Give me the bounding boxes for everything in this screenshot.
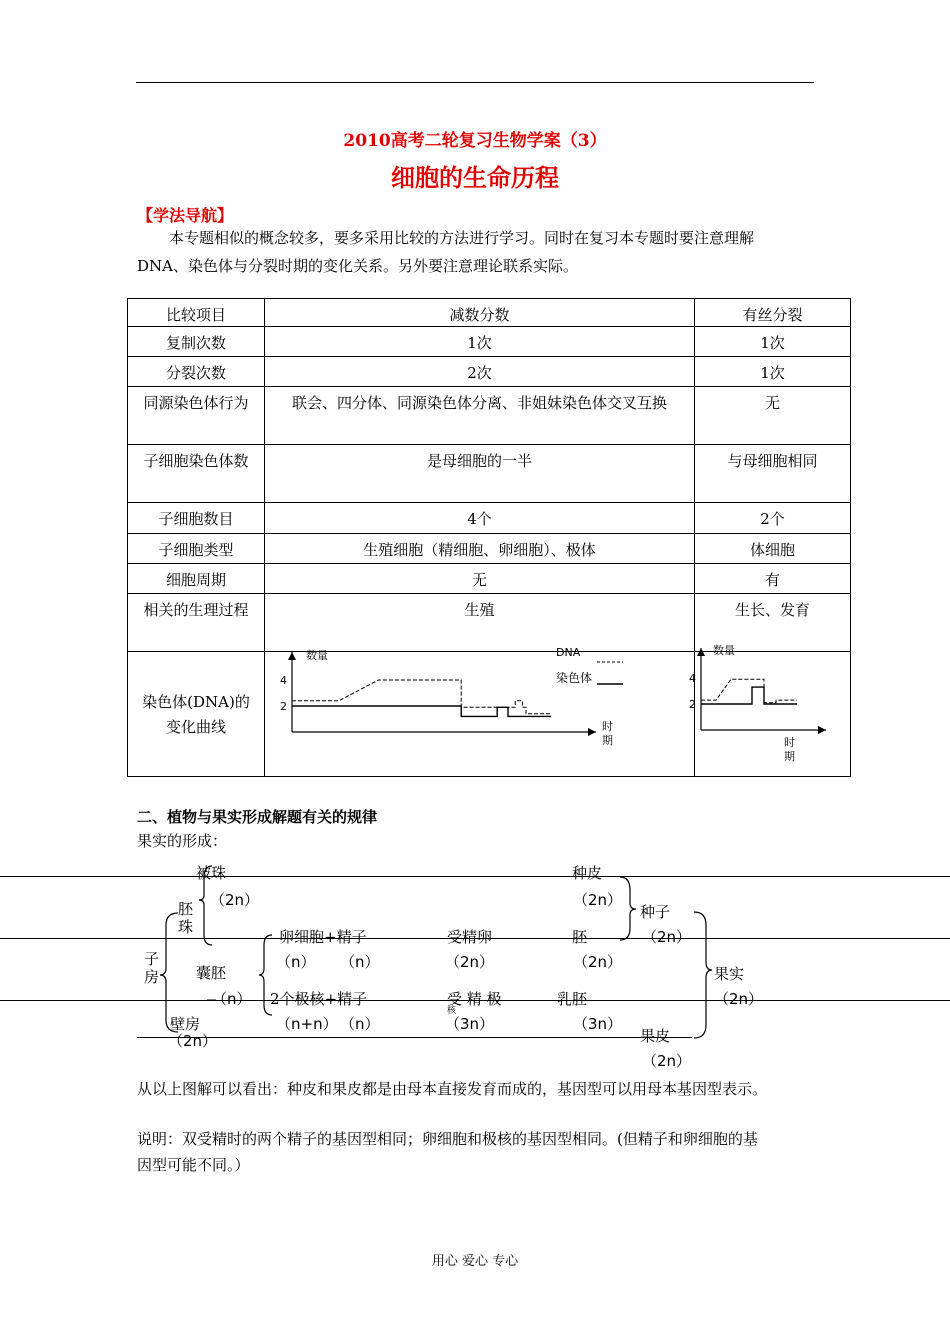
label-zygote-ploidy: （2n） xyxy=(445,953,495,971)
doc-subtitle: 细胞的生命历程 xyxy=(391,163,559,192)
comparison-table xyxy=(127,298,851,777)
y-axis-label: 数量 xyxy=(712,644,735,657)
label-peizhu: 胚 珠 xyxy=(178,900,194,936)
legend-label-dna: DNA xyxy=(555,646,580,659)
table-cell: 生殖 xyxy=(265,594,695,652)
label-polar-ploidy: （n+n） xyxy=(276,1015,338,1033)
table-cell: 同源染色体行为 xyxy=(128,387,265,445)
mitosis-chart xyxy=(688,644,850,772)
label-sperm1-ploidy: （n） xyxy=(340,953,380,971)
table-cell: 细胞周期 xyxy=(128,564,265,594)
chart-row-label-line1: 染色体(DNA)的 xyxy=(142,693,250,711)
x-axis-label: 时 xyxy=(601,720,613,733)
label-endosperm-ploidy: （3n） xyxy=(573,1015,623,1033)
x-axis-label: 时 xyxy=(783,736,795,749)
fruit-formation-intro: 果实的形成： xyxy=(137,832,228,850)
label-embryo-ploidy: （2n） xyxy=(573,953,623,971)
intro-paragraph-line2: DNA、染色体与分裂时期的变化关系。另外要注意理论联系实际。 xyxy=(137,257,578,275)
y-tick-label: 2 xyxy=(279,700,287,713)
label-fert-polar-ploidy: （3n） xyxy=(445,1015,495,1033)
table-cell: 无 xyxy=(695,387,851,445)
series-line-dna xyxy=(292,680,551,714)
table-cell: 无 xyxy=(265,564,695,594)
doc-title: 2010高考二轮复习生物学案（3） xyxy=(343,131,607,151)
y-tick-label: 4 xyxy=(279,674,287,687)
label-beizhu: 被珠 xyxy=(196,864,227,882)
legend-label-chromosome: 染色体 xyxy=(555,671,592,685)
page-footer: 用心 爱心 专心 xyxy=(431,1254,519,1269)
label-fruit: 果实 xyxy=(714,965,745,983)
table-cell: 生殖细胞（精细胞、卵细胞）、极体 xyxy=(265,534,695,564)
label-sperm2-ploidy: （n） xyxy=(340,1015,380,1033)
bracket-seed xyxy=(620,877,636,940)
table-cell: 减数分数 xyxy=(265,299,695,327)
x-axis-label: 期 xyxy=(783,750,795,763)
header-rule xyxy=(136,82,814,83)
table-cell: 有 xyxy=(695,564,851,594)
x-axis-label: 期 xyxy=(601,734,613,747)
label-guopi-ploidy: （2n） xyxy=(642,1052,692,1070)
label-egg-ploidy: （n） xyxy=(276,953,316,971)
table-row xyxy=(128,594,851,652)
meiosis-chart-cell xyxy=(265,646,695,777)
table-header-row xyxy=(128,299,851,327)
table-cell: 生长、发育 xyxy=(695,594,851,652)
x-axis-arrow xyxy=(818,726,826,734)
label-bifang-ploidy: （2n） xyxy=(168,1032,218,1050)
section2-heading: 二、植物与果实形成解题有关的规律 xyxy=(137,808,378,826)
meiosis-chart xyxy=(266,646,694,772)
label-peinang: 囊胚 xyxy=(196,964,227,982)
y-axis-label: 数量 xyxy=(305,649,328,662)
intro-paragraph-line1: 本专题相似的概念较多，要多采用比较的方法进行学习。同时在复习本专题时要注意理解 xyxy=(169,229,755,247)
table-row xyxy=(128,445,851,503)
table-row xyxy=(128,327,851,357)
label-bifang: 壁房 xyxy=(170,1015,201,1033)
chart-row-label-line2: 变化曲线 xyxy=(165,718,226,736)
label-endosperm: 乳胚 xyxy=(557,990,588,1008)
label-fert-polar: 受 精 极 xyxy=(447,990,502,1008)
note-line2: 因型可能不同。） xyxy=(137,1156,250,1174)
x-axis-arrow xyxy=(588,728,596,736)
table-cell: 有丝分裂 xyxy=(695,299,851,327)
label-seed-ploidy: （2n） xyxy=(642,928,692,946)
label-beizhu-ploidy: （2n） xyxy=(210,891,260,909)
conclusion-text: 从以上图解可以看出：种皮和果皮都是由母本直接发育而成的，基因型可以用母本基因型表示。 xyxy=(137,1080,768,1098)
table-cell: 1次 xyxy=(695,327,851,357)
label-zhongpi-ploidy: （2n） xyxy=(573,891,623,909)
table-row xyxy=(128,387,851,445)
label-seed: 种子 xyxy=(640,903,671,921)
table-cell: 是母细胞的一半 xyxy=(265,445,695,503)
table-cell: 体细胞 xyxy=(695,534,851,564)
label-peinang-ploidy: （n） xyxy=(212,990,252,1008)
series-line-chromosome xyxy=(701,687,797,704)
table-cell: 1次 xyxy=(265,327,695,357)
table-row xyxy=(128,503,851,534)
table-cell: 与母细胞相同 xyxy=(695,445,851,503)
table-cell: 子细胞染色体数 xyxy=(128,445,265,503)
label-guopi: 果皮 xyxy=(640,1027,671,1045)
table-cell: 复制次数 xyxy=(128,327,265,357)
table-cell: 1次 xyxy=(695,357,851,387)
section-method-heading: 【学法导航】 xyxy=(137,206,234,225)
table-row-chart xyxy=(128,652,851,777)
table-row xyxy=(128,534,851,564)
table-cell: 子细胞数目 xyxy=(128,503,265,534)
note-line1: 说明：双受精时的两个精子的基因型相同；卵细胞和极核的基因型相同。(但精子和卵细胞的基 xyxy=(137,1130,758,1148)
series-line-dna xyxy=(701,679,797,702)
y-tick-label: 4 xyxy=(688,672,696,685)
table-cell: 联会、四分体、同源染色体分离、非姐妹染色体交叉互换 xyxy=(265,387,695,445)
table-cell: 比较项目 xyxy=(128,299,265,327)
chart-row-label xyxy=(128,652,265,777)
label-embryo: 胚 xyxy=(572,928,588,946)
y-tick-label: 2 xyxy=(688,698,696,711)
label-egg-sperm: 卵细胞+精子 xyxy=(279,928,367,946)
label-zifang: 子 房 xyxy=(144,950,160,986)
table-cell: 相关的生理过程 xyxy=(128,594,265,652)
table-cell: 分裂次数 xyxy=(128,357,265,387)
bracket-fruit xyxy=(694,912,712,1038)
label-fruit-ploidy: （2n） xyxy=(714,990,764,1008)
table-cell: 4个 xyxy=(265,503,695,534)
table-row xyxy=(128,357,851,387)
label-polar-sperm: 2个极核+精子 xyxy=(270,990,368,1008)
table-cell: 2个 xyxy=(695,503,851,534)
label-fert-polar-extra: 核 xyxy=(447,1006,457,1016)
label-zygote: 受精卵 xyxy=(447,928,493,946)
table-row xyxy=(128,564,851,594)
mitosis-chart-cell xyxy=(688,644,851,777)
y-axis-arrow xyxy=(288,652,296,660)
table-cell: 2次 xyxy=(265,357,695,387)
table-cell: 子细胞类型 xyxy=(128,534,265,564)
label-zhongpi: 种皮 xyxy=(572,864,603,882)
